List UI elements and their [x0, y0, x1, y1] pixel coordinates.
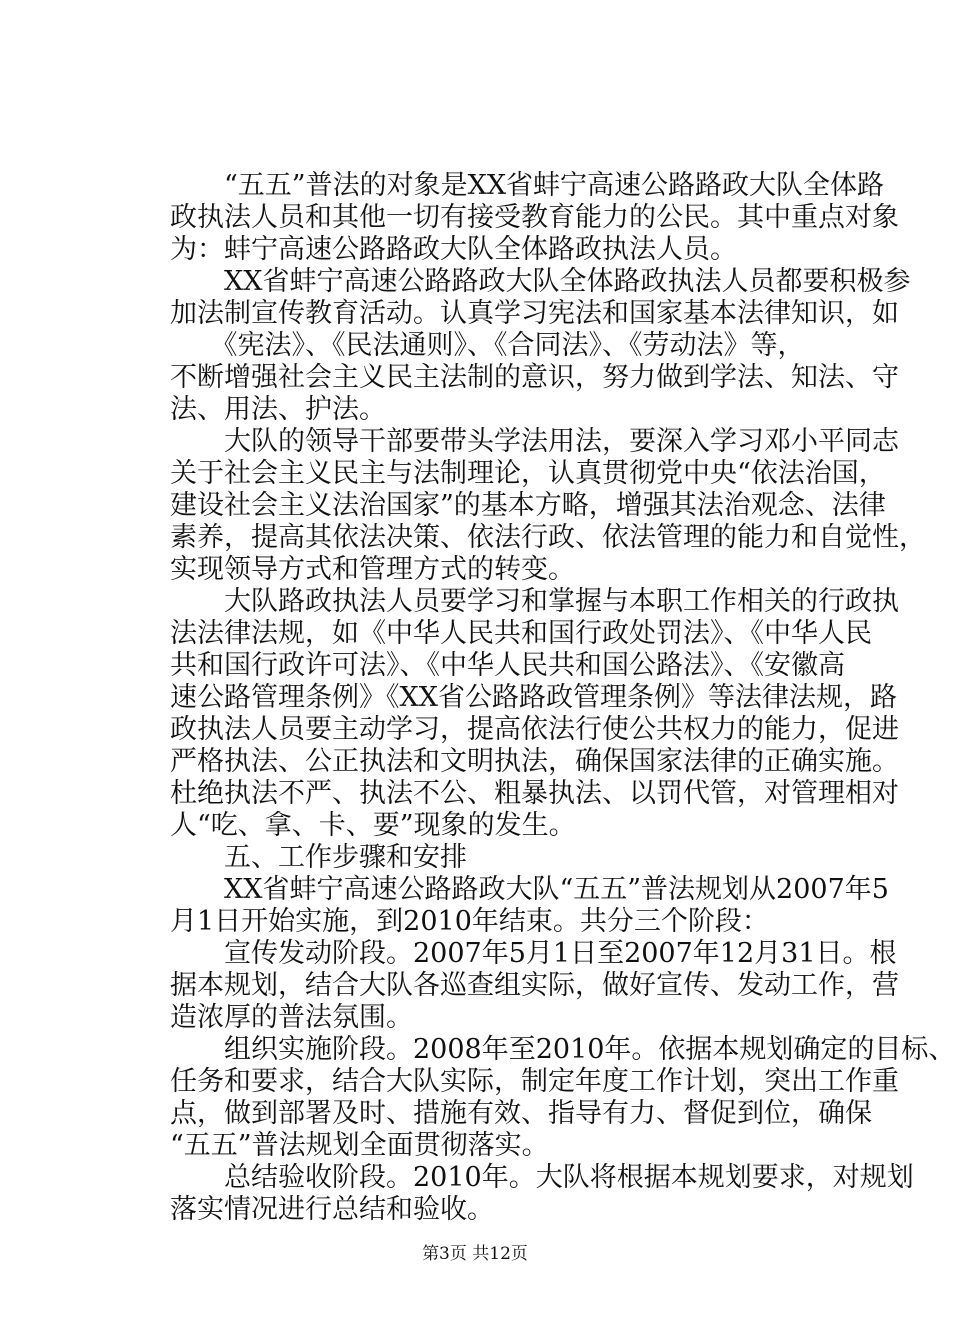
text-line: 加法制宣传教育活动。认真学习宪法和国家基本法律知识，如 [170, 298, 899, 329]
text-line: 共和国行政许可法》、《中华人民共和国公路法》、《安徽高 [170, 650, 845, 681]
text-line: 政执法人员要主动学习，提高依法行使公共权力的能力，促进 [170, 714, 899, 745]
text-line: 法法律法规，如《中华人民共和国行政处罚法》、《中华人民 [170, 618, 872, 649]
text-line: 《宪法》、《民法通则》、《合同法》、《劳动法》等， [170, 330, 805, 361]
page-number-footer: 第3页 共12页 [422, 1244, 528, 1264]
text-line: 实现领导方式和管理方式的转变。 [170, 554, 575, 585]
text-line: 严格执法、公正执法和文明执法，确保国家法律的正确实施。 [170, 746, 899, 777]
text-line: XX省蚌宁高速公路路政大队“五五”普法规划从2007年5 [170, 874, 889, 905]
text-line: 法、用法、护法。 [170, 394, 386, 425]
text-line: 落实情况进行总结和验收。 [170, 1194, 494, 1225]
text-line: 建设社会主义法治国家”的基本方略，增强其法治观念、法律 [170, 490, 886, 521]
text-line: 任务和要求，结合大队实际，制定年度工作计划，突出工作重 [170, 1066, 899, 1097]
text-line: 大队路政执法人员要学习和掌握与本职工作相关的行政执 [170, 586, 899, 617]
text-line: 月1日开始实施，到2010年结束。共分三个阶段： [170, 906, 769, 937]
text-line: 造浓厚的普法氛围。 [170, 1002, 413, 1033]
text-line: 关于社会主义民主与法制理论，认真贯彻党中央“依法治国， [170, 458, 886, 489]
text-line: 宣传发动阶段。2007年5月1日至2007年12月31日。根 [170, 938, 897, 969]
text-line: XX省蚌宁高速公路路政大队全体路政执法人员都要积极参 [170, 266, 911, 297]
text-line: 人“吃、拿、卡、要”现象的发生。 [170, 810, 576, 841]
text-line: 速公路管理条例》《XX省公路路政管理条例》等法律法规，路 [170, 682, 897, 713]
text-line: 总结验收阶段。2010年。大队将根据本规划要求，对规划 [170, 1162, 914, 1193]
section-heading: 五、工作步骤和安排 [170, 842, 467, 873]
text-line: 素养，提高其依法决策、依法行政、依法管理的能力和自觉性， [170, 522, 926, 553]
text-line: 不断增强社会主义民主法制的意识，努力做到学法、知法、守 [170, 362, 899, 393]
text-line: 大队的领导干部要带头学法用法，要深入学习邓小平同志 [170, 426, 899, 457]
text-line: 政执法人员和其他一切有接受教育能力的公民。其中重点对象 [170, 202, 899, 233]
text-line: “五五”普法规划全面贯彻落实。 [170, 1130, 549, 1161]
text-line: “五五”普法的对象是XX省蚌宁高速公路路政大队全体路 [170, 170, 885, 201]
text-line: 杜绝执法不严、执法不公、粗暴执法、以罚代管，对管理相对 [170, 778, 899, 809]
text-line: 据本规划，结合大队各巡查组实际，做好宣传、发动工作，营 [170, 970, 899, 1001]
text-line: 点，做到部署及时、措施有效、指导有力、督促到位，确保 [170, 1098, 872, 1129]
text-line: 为：蚌宁高速公路路政大队全体路政执法人员。 [170, 234, 737, 265]
text-line: 组织实施阶段。2008年至2010年。依据本规划确定的目标、 [170, 1034, 955, 1065]
